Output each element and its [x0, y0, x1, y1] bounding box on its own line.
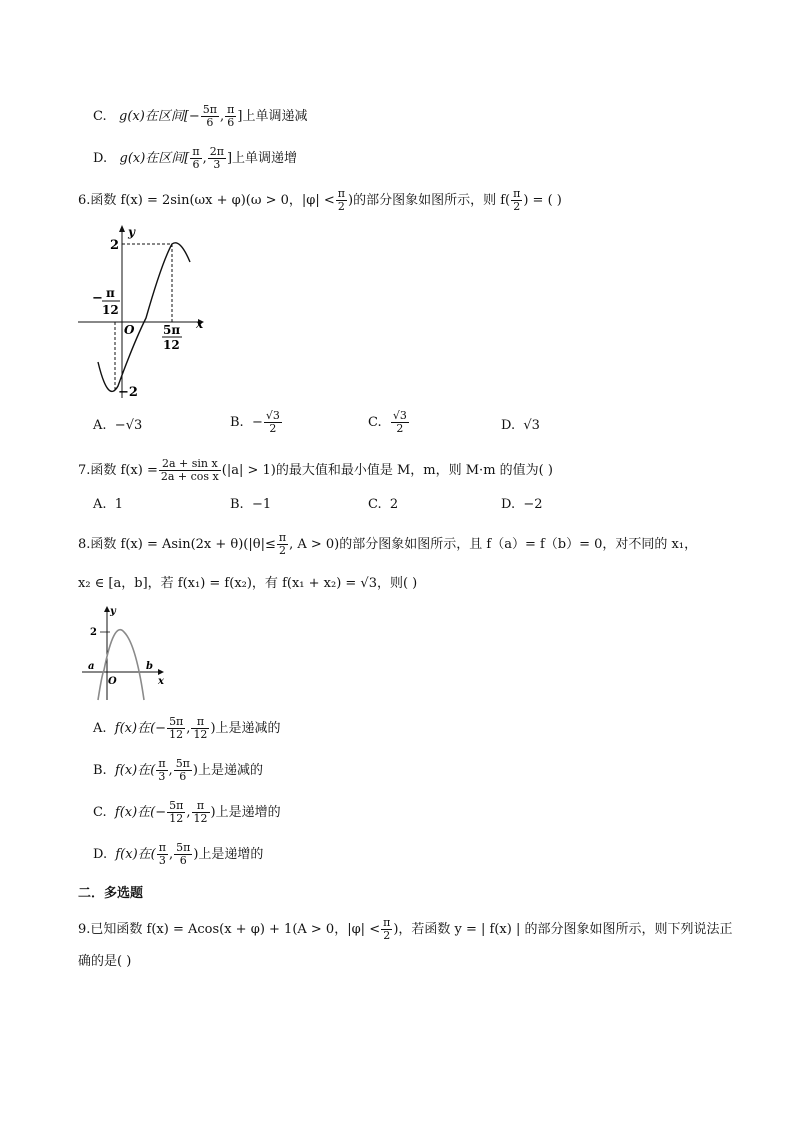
q8-option-c[interactable]: C. f(x)在(− $\frac{5\pi}{12}$ , $\frac{\pi}{12}$ )上是递增的: [93, 799, 281, 825]
q5-option-d[interactable]: D. g(x)在区间[ $\frac{\pi}{6}$ , $\frac{2\pi}{3}$ ]上单调递增: [93, 145, 298, 171]
q8-option-a[interactable]: A. f(x)在(− $\frac{5\pi}{12}$ , $\frac{\pi}{12}$ )上是递减的: [93, 715, 281, 741]
y-label: y: [110, 606, 116, 617]
q7-options: [93, 497, 734, 521]
x-axis-arrow: [158, 669, 164, 675]
x-label: x: [158, 676, 164, 687]
q7-stem: 7.函数 f(x) = $\frac{\text{2a + sin x}}{\text{2a + cos x}}$ (|a| > 1)的最大值和最小值是 M，m，则 M·m 的值为( ): [78, 457, 553, 483]
q8-stem-line2: x₂ ∈ [a，b]，若 f(x₁) = f(x₂)，有 f(x₁ + x₂) = √3，则( ): [78, 576, 418, 591]
origin-label: O: [108, 676, 117, 687]
max-label: 2: [90, 627, 97, 638]
q6-stem: 6.函数 f(x) = 2sin(ωx + φ)(ω > 0，|φ| < $\frac{\pi}{2}$ )的部分图象如图所示，则 f( $\frac{\pi}{2}$ ) = ( ): [78, 187, 562, 213]
left-tick-den: 12: [102, 303, 119, 317]
q6-option-b[interactable]: B. − $\frac{√3}{2}$: [230, 409, 280, 435]
q7-option-d[interactable]: D. −2: [501, 497, 543, 512]
q6-options: [93, 409, 734, 442]
fraction: $\frac{\pi}{2}$: [513, 187, 521, 213]
right-tick-num: 5π: [163, 323, 181, 337]
q6-graph: [74, 222, 214, 402]
q8-option-b[interactable]: B. f(x)在( $\frac{\pi}{3}$ , $\frac{5\pi}{6}$ )上是递减的: [93, 757, 263, 783]
min-label: −2: [118, 385, 138, 400]
y-label: y: [128, 225, 135, 239]
q9-stem-line2: 确的是( ): [78, 954, 132, 969]
b-label: b: [146, 661, 153, 672]
right-tick-den: 12: [163, 338, 180, 352]
max-label: 2: [110, 238, 120, 253]
q8-graph: [80, 604, 170, 704]
fraction: $\frac{\text{2a + sin x}}{\text{2a + cos x}}$: [160, 457, 219, 483]
fraction: $\frac{5\pi}{6}$: [202, 103, 218, 129]
q7-option-a[interactable]: A. 1: [93, 497, 124, 512]
section-title: 二．多选题: [78, 886, 144, 901]
left-tick-minus: −: [92, 291, 103, 306]
question-number: 8.: [78, 537, 91, 552]
sine-curve: [98, 243, 190, 392]
q6-option-c[interactable]: C. $\frac{√3}{2}$: [368, 409, 407, 435]
q6-option-d[interactable]: D. √3: [501, 418, 540, 433]
question-number: 9.: [78, 922, 91, 937]
fraction: $\frac{\pi}{2}$: [278, 531, 287, 557]
q7-option-b[interactable]: B. −1: [230, 497, 272, 512]
fraction: $\frac{\pi}{2}$: [383, 916, 391, 942]
fraction: $\frac{\pi}{6}$: [192, 145, 200, 171]
q8-stem-line1: 8.函数 f(x) = Asin(2x + θ)(|θ|≤ $\frac{\pi}{2}$ , A > 0)的部分图象如图所示，且 f（a）= f（b）= 0，对不同的 x₁，: [78, 531, 698, 557]
q6-option-a[interactable]: A. −√3: [93, 418, 143, 433]
fraction: $\frac{\pi}{6}$: [227, 103, 235, 129]
question-number: 6.: [78, 193, 91, 208]
left-tick-num: π: [106, 286, 115, 300]
arch-curve: [98, 630, 144, 700]
a-label: a: [88, 661, 95, 672]
q8-option-d[interactable]: D. f(x)在( $\frac{\pi}{3}$ , $\frac{5\pi}{6}$ )上是递增的: [93, 841, 264, 867]
option-label: D.: [93, 151, 108, 166]
q9-stem-line1: 9.已知函数 f(x) = Acos(x + φ) + 1(A > 0，|φ| < $\frac{\pi}{2}$ )，若函数 y = | f(x) | 的部分图象如图所示，则下列说法正: [78, 916, 733, 942]
fraction: $\frac{\pi}{2}$: [337, 187, 346, 213]
fraction: $\frac{2\pi}{3}$: [209, 145, 224, 171]
q7-option-c[interactable]: C. 2: [368, 497, 399, 512]
option-label: C.: [93, 109, 107, 124]
q5-option-c[interactable]: C. g(x)在区间[− $\frac{5\pi}{6}$ , $\frac{\pi}{6}$ ]上单调递减: [93, 103, 308, 129]
question-number: 7.: [78, 463, 91, 478]
x-label: x: [196, 317, 204, 331]
y-axis-arrow: [119, 225, 125, 232]
origin-label: O: [124, 323, 135, 337]
